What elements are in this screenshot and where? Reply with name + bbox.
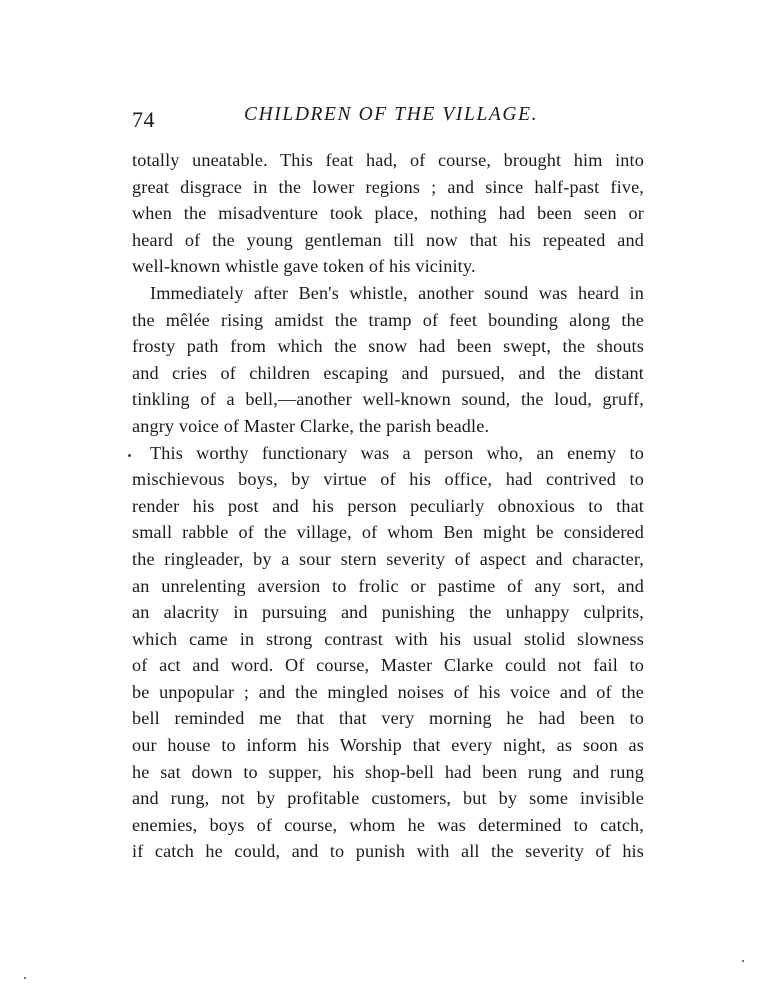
paragraph-1 (132, 147, 644, 280)
text-line: be unpopular ; and the mingled noises of his voice and of the (132, 681, 644, 702)
scan-speck (128, 454, 131, 457)
text-line: mischievous boys, by virtue of his office, had contrived to (132, 469, 644, 490)
page-number: 74 (132, 107, 155, 132)
text-line: heard of the young gentleman till now that his repeated and (132, 229, 644, 250)
text-line: angry voice of Master Clarke, the parish beadle. (132, 415, 490, 436)
text-line: and cries of children escaping and pursued, and the distant (132, 362, 644, 383)
text-line: tinkling of a bell,—another well-known sound, the loud, gruff, (132, 389, 644, 410)
paragraph-3 (132, 440, 644, 866)
text-line: an unrelenting aversion to frolic or pastime of any sort, and (132, 575, 644, 596)
body-text (132, 147, 644, 865)
text-line: render his post and his person peculiarly obnoxious to that (132, 495, 644, 516)
text-line: totally uneatable. This feat had, of course, brought him into (132, 150, 644, 170)
page-header (132, 104, 642, 134)
text-line: of act and word. Of course, Master Clarke could not fail to (132, 655, 644, 676)
text-line: if catch he could, and to punish with all the severity of his (132, 841, 644, 862)
text-line: our house to inform his Worship that every night, as soon as (132, 735, 644, 756)
text-line: bell reminded me that that very morning he had been to (132, 708, 644, 729)
text-line: This worthy functionary was a person who, an enemy to (150, 442, 644, 463)
text-line: well-known whistle gave token of his vicinity. (132, 256, 476, 277)
running-title: CHILDREN OF THE VILLAGE. (244, 104, 539, 125)
text-line: and rung, not by profitable customers, but by some invisible (132, 788, 644, 809)
scan-speck (742, 960, 744, 962)
text-line: the ringleader, by a sour stern severity of aspect and character, (132, 548, 644, 569)
text-line: great disgrace in the lower regions ; and since half-past five, (132, 176, 644, 197)
text-line: which came in strong contrast with his usual stolid slowness (132, 628, 644, 649)
text-line: the mêlée rising amidst the tramp of feet bounding along the (132, 309, 644, 330)
text-line: enemies, boys of course, whom he was determined to catch, (132, 814, 644, 835)
text-line: he sat down to supper, his shop-bell had been rung and rung (132, 761, 644, 782)
paragraph-2 (132, 280, 644, 440)
text-line: frosty path from which the snow had been swept, the shouts (132, 336, 644, 357)
scan-speck (24, 977, 26, 979)
text-line: small rabble of the village, of whom Ben might be considered (132, 522, 644, 543)
text-line: when the misadventure took place, nothing had been seen or (132, 203, 644, 224)
text-line: Immediately after Ben's whistle, another sound was heard in (150, 282, 644, 303)
text-line: an alacrity in pursuing and punishing the unhappy culprits, (132, 602, 644, 623)
